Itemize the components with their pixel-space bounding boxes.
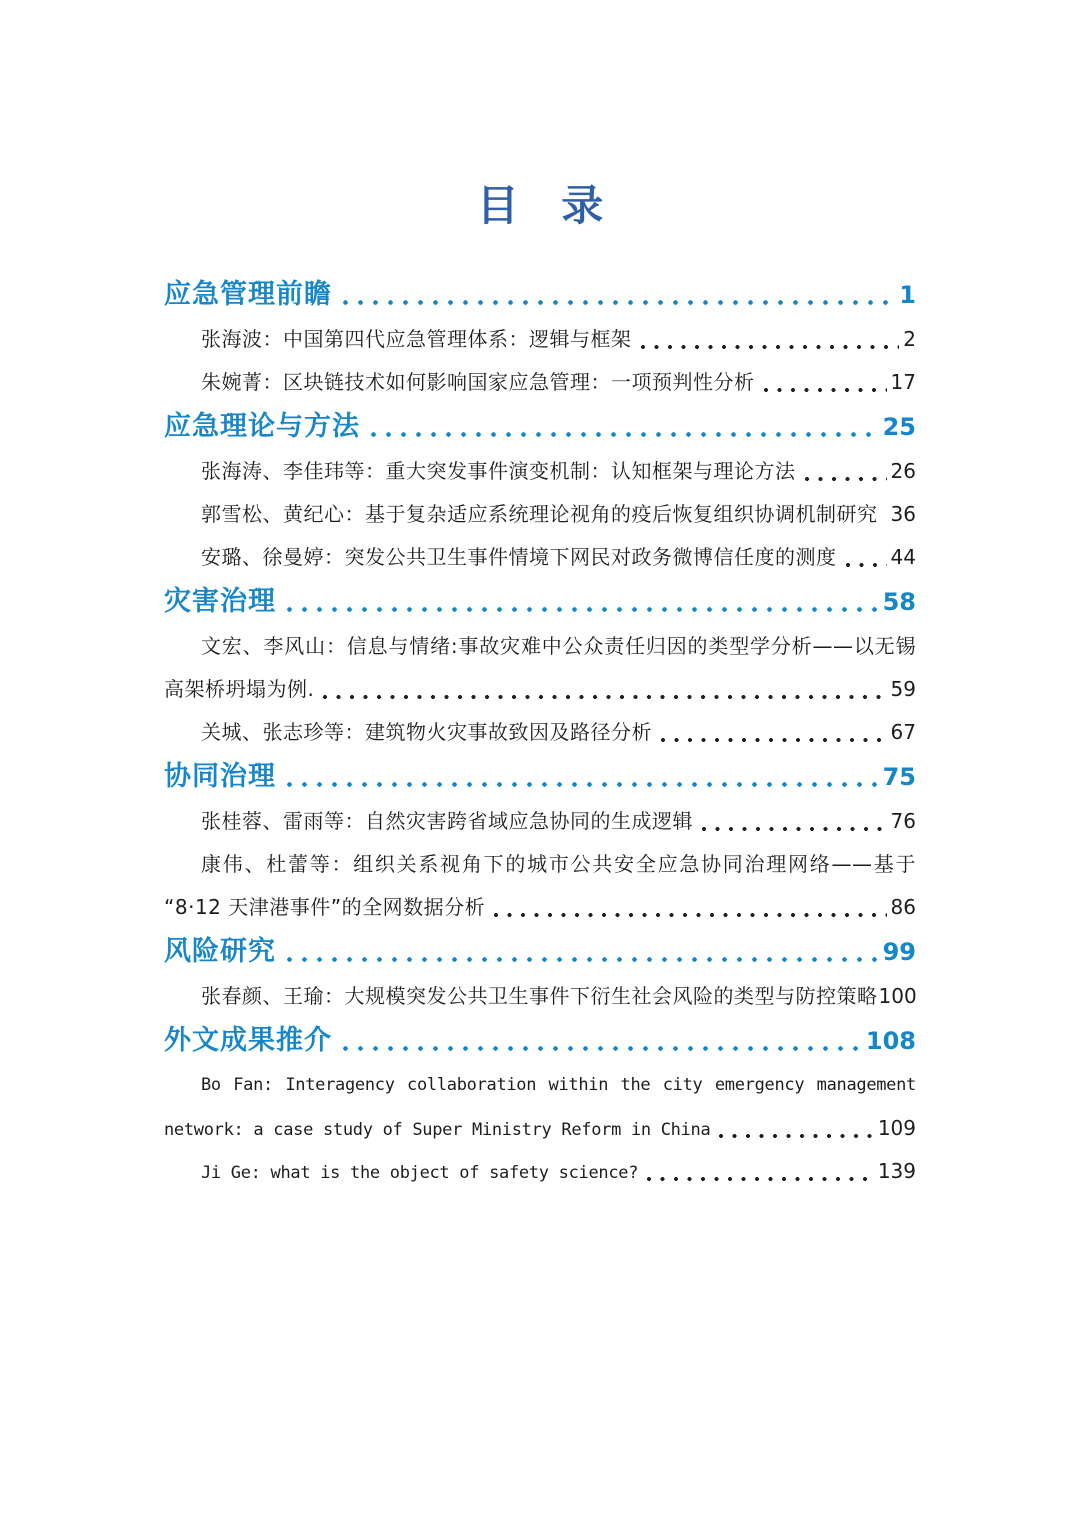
- leader-dots: [283, 754, 879, 800]
- toc-entry: [164, 625, 916, 711]
- section-page-number: 75: [882, 763, 916, 791]
- entry-page-number: 59: [890, 677, 916, 701]
- section-title: 外文成果推介: [164, 1025, 332, 1056]
- leader-dots: [844, 536, 887, 579]
- leader-dots: [492, 886, 886, 929]
- entry-text: 关城、张志珍等：建筑物火灾事故致因及路径分析: [201, 720, 652, 744]
- leader-dots: [339, 1018, 862, 1064]
- entry-text: 张桂蓉、雷雨等：自然灾害跨省域应急协同的生成逻辑: [201, 809, 693, 833]
- leader-dots: [339, 272, 895, 318]
- section-title: 协同治理: [164, 761, 276, 792]
- leader-dots: [700, 800, 887, 843]
- page-title: 目 录: [476, 181, 618, 230]
- section-page-number: 99: [882, 938, 916, 966]
- toc-entry: [164, 975, 916, 1018]
- section-header: [164, 929, 916, 975]
- toc-entry: [164, 843, 916, 929]
- entry-page-number: 86: [890, 895, 916, 919]
- toc-entry: [164, 536, 916, 579]
- section-page-number: 25: [882, 413, 916, 441]
- section-page-number: 1: [899, 281, 916, 309]
- toc-section: [164, 272, 916, 404]
- entry-line2: [164, 886, 916, 929]
- section-title: 应急理论与方法: [164, 411, 360, 442]
- entry-page-number: 100: [878, 984, 917, 1008]
- toc-section: [164, 929, 916, 1018]
- toc-entry: [164, 800, 916, 843]
- entry-text: 朱婉菁：区块链技术如何影响国家应急管理：一项预判性分析: [201, 370, 755, 394]
- entry-page-number: 76: [890, 809, 916, 833]
- entry-page-number: 139: [877, 1159, 916, 1183]
- leader-dots: [639, 318, 900, 361]
- entry-text-line2: “8·12 天津港事件”的全网数据分析: [164, 895, 486, 919]
- entry-text-line2: 高架桥坍塌为例.: [164, 677, 315, 701]
- leader-dots: [321, 668, 886, 711]
- leader-dots: [803, 450, 887, 493]
- section-title: 灾害治理: [164, 586, 276, 617]
- entry-text: 郭雪松、黄纪心：基于复杂适应系统理论视角的疫后恢复组织协调机制研究: [201, 502, 878, 526]
- toc-entry: [164, 361, 916, 404]
- leader-dots: [283, 579, 879, 625]
- entry-text-line2: network: a case study of Super Ministry Reform in China: [164, 1120, 711, 1140]
- entry-page-number: 2: [903, 327, 916, 351]
- entry-text: 安璐、徐曼婷：突发公共卫生事件情境下网民对政务微博信任度的测度: [201, 545, 837, 569]
- entry-text-line1: 文宏、李风山：信息与情绪:事故灾难中公众责任归因的类型学分析——以无锡: [201, 634, 916, 658]
- section-header: [164, 579, 916, 625]
- leader-dots: [717, 1107, 873, 1150]
- toc-entry: [164, 450, 916, 493]
- entry-page-number: 44: [890, 545, 916, 569]
- section-header: [164, 404, 916, 450]
- section-header: [164, 754, 916, 800]
- toc-entry: [164, 318, 916, 361]
- toc-entry: [164, 1150, 916, 1193]
- entry-page-number: 26: [890, 459, 916, 483]
- entry-text: 张春颜、王瑜：大规模突发公共卫生事件下衍生社会风险的类型与防控策略: [201, 984, 878, 1008]
- leader-dots: [659, 711, 887, 754]
- section-page-number: 58: [882, 588, 916, 616]
- entry-text: 张海波：中国第四代应急管理体系：逻辑与框架: [201, 327, 632, 351]
- toc-entry: [164, 711, 916, 754]
- leader-spacer: [879, 493, 891, 536]
- entry-text: Ji Ge: what is the object of safety science?: [201, 1163, 639, 1183]
- section-header: [164, 1018, 916, 1064]
- entry-text-line1: 康伟、杜蕾等：组织关系视角下的城市公共安全应急协同治理网络——基于: [201, 852, 916, 876]
- entry-text-line1: Bo Fan: Interagency collaboration within the city emergency management: [201, 1075, 916, 1095]
- entry-line2: [164, 1107, 916, 1150]
- toc-section: [164, 1018, 916, 1193]
- leader-dots: [367, 404, 879, 450]
- toc-section: [164, 579, 916, 754]
- entry-page-number: 17: [890, 370, 916, 394]
- leader-dots: [762, 361, 887, 404]
- section-title: 风险研究: [164, 936, 276, 967]
- entry-page-number: 109: [877, 1116, 916, 1140]
- leader-dots: [645, 1150, 874, 1193]
- toc-section: [164, 404, 916, 579]
- section-page-number: 108: [865, 1027, 916, 1055]
- entry-text: 张海涛、李佳玮等：重大突发事件演变机制：认知框架与理论方法: [201, 459, 796, 483]
- entry-line2: [164, 668, 916, 711]
- section-title: 应急管理前瞻: [164, 279, 332, 310]
- entry-page-number: 36: [890, 502, 916, 526]
- toc-entry: [164, 493, 916, 536]
- section-header: [164, 272, 916, 318]
- toc-entry: [164, 1064, 916, 1150]
- toc-section: [164, 754, 916, 929]
- leader-dots: [283, 929, 879, 975]
- entry-page-number: 67: [890, 720, 916, 744]
